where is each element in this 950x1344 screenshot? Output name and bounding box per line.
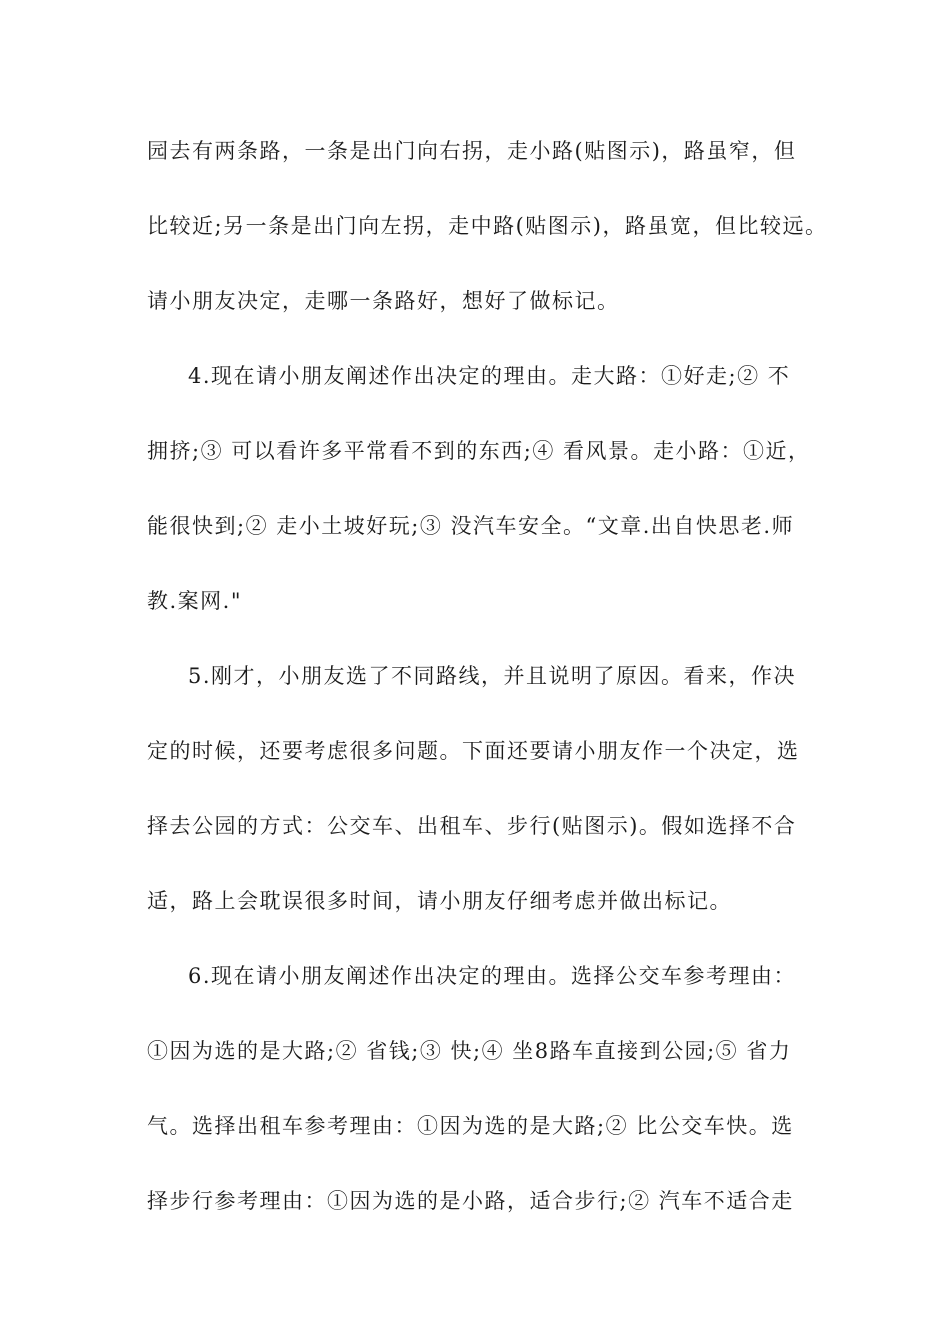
text-line: 能很快到;② 走小土坡好玩;③ 没汽车安全。“文章.出自快思老.师 — [147, 514, 795, 538]
text-line: 气。选择出租车参考理由：①因为选的是大路;② 比公交车快。选 — [147, 1114, 794, 1138]
paragraph-5-start: 5.刚才，小朋友选了不同路线，并且说明了原因。看来，作决 — [188, 664, 797, 688]
paragraph-4-start: 4.现在请小朋友阐述作出决定的理由。走大路：①好走;② 不 — [188, 364, 791, 388]
text-line: ①因为选的是大路;② 省钱;③ 快;④ 坐8路车直接到公园;⑤ 省力 — [147, 1039, 792, 1063]
text-line: 比较近;另一条是出门向左拐，走中路(贴图示)，路虽宽，但比较远。 — [147, 214, 828, 238]
text-line: 拥挤;③ 可以看许多平常看不到的东西;④ 看风景。走小路：①近， — [147, 439, 811, 463]
text-line: 择步行参考理由：①因为选的是小路，适合步行;② 汽车不适合走 — [147, 1189, 794, 1213]
text-line: 定的时候，还要考虑很多问题。下面还要请小朋友作一个决定，选 — [147, 739, 800, 763]
text-line: 适，路上会耽误很多时间，请小朋友仔细考虑并做出标记。 — [147, 889, 732, 913]
text-line: 教.案网." — [147, 589, 243, 613]
text-line: 择去公园的方式：公交车、出租车、步行(贴图示)。假如选择不合 — [147, 814, 797, 838]
text-line: 园去有两条路，一条是出门向右拐，走小路(贴图示)，路虽窄，但 — [147, 139, 797, 163]
paragraph-6-start: 6.现在请小朋友阐述作出决定的理由。选择公交车参考理由： — [188, 964, 797, 988]
text-line: 请小朋友决定，走哪一条路好，想好了做标记。 — [147, 289, 620, 313]
